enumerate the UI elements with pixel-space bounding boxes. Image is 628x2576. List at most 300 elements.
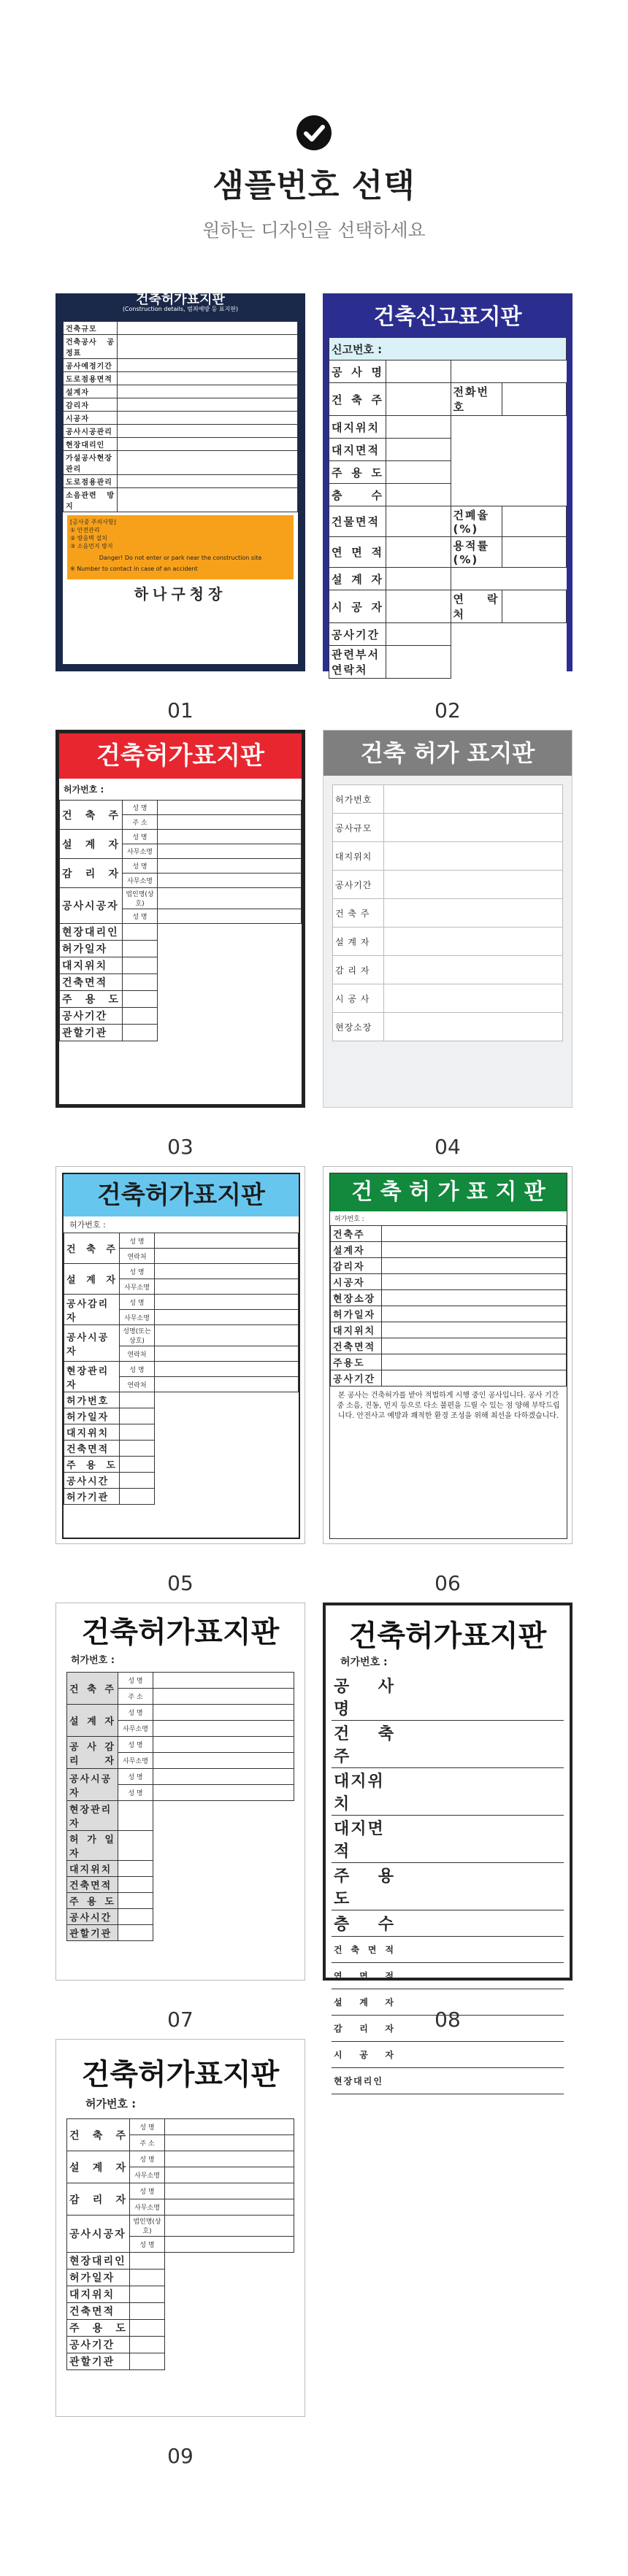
field-label: 시 공 자 <box>332 2042 397 2068</box>
field-label: 건축규모 <box>64 322 118 335</box>
field-value <box>165 2183 294 2199</box>
field-value <box>130 2253 165 2270</box>
field-value <box>386 416 451 439</box>
field-value <box>118 1909 153 1925</box>
field-value <box>158 844 302 859</box>
field-value <box>382 1354 567 1370</box>
table-row <box>60 801 302 815</box>
sign-first-row: 신고번호 : <box>329 338 567 360</box>
field-label: 공사기간 <box>67 2337 130 2353</box>
field-value <box>153 1753 294 1769</box>
sample-card-01[interactable] <box>55 292 305 722</box>
field-label: 대지위치 <box>67 1861 118 1877</box>
table-row <box>64 1233 299 1249</box>
field-value <box>165 2119 294 2135</box>
field-sublabel: 연락처 <box>120 1249 155 1264</box>
field-value <box>386 590 451 623</box>
field-value <box>397 1721 564 1768</box>
table-row <box>331 1322 567 1338</box>
field-sublabel: 주 소 <box>123 815 158 830</box>
field-value <box>384 928 563 956</box>
field-sublabel: 연락처 <box>120 1346 155 1362</box>
sample-sign-03[interactable] <box>55 730 305 1108</box>
table-row <box>64 488 298 512</box>
sample-sign-06[interactable] <box>323 1166 573 1544</box>
sign-table <box>64 1233 299 1505</box>
field-sublabel: 성 명 <box>118 1705 153 1721</box>
field-value <box>158 909 302 924</box>
sign-title: 건축허가표지판 <box>64 1174 299 1216</box>
field-value <box>123 957 158 974</box>
field-label: 층 수 <box>332 1910 397 1937</box>
field-sublabel: 성 명 <box>118 1785 153 1801</box>
sample-card-02[interactable] <box>323 293 573 722</box>
field-label: 대지면적 <box>332 1816 397 1863</box>
page-subtitle: 원하는 디자인을 선택하세요 <box>202 220 426 241</box>
field-sublabel: 성 명 <box>120 1295 155 1310</box>
caution-title: [공사중 주의사항] <box>70 519 116 525</box>
table-row <box>67 2119 294 2135</box>
table-row <box>67 1673 294 1689</box>
field-sublabel: 사무소명 <box>120 1279 155 1295</box>
sign-title: 건축허가표지판 <box>136 292 225 307</box>
field-label: 공사기간 <box>60 1008 123 1025</box>
field-value <box>155 1362 299 1377</box>
field-value <box>155 1346 299 1362</box>
table-row <box>333 984 563 1013</box>
field-label: 공사시공관리 <box>64 425 118 438</box>
table-row <box>64 322 298 335</box>
table-row <box>331 1338 567 1354</box>
field-label: 시공자 <box>64 412 118 425</box>
field-label: 주 용 도 <box>67 1893 118 1909</box>
field-value <box>382 1258 567 1274</box>
field-label: 대지위치 <box>333 842 384 871</box>
table-row <box>64 425 298 438</box>
sample-card-07[interactable] <box>55 1603 305 2032</box>
field-sublabel: 성 명 <box>123 909 158 924</box>
sign-table <box>63 321 298 512</box>
caution-line: ② 방음벽 설치 <box>70 535 107 541</box>
table-row <box>67 1925 294 1941</box>
table-row <box>329 506 567 537</box>
field-value <box>120 1473 155 1489</box>
table-row <box>329 439 567 461</box>
table-row <box>333 899 563 928</box>
permit-number: 허가번호 : <box>69 1220 106 1230</box>
sample-number: 09 <box>167 2444 194 2468</box>
field-label: 건 축 면 적 <box>332 1937 397 1963</box>
permit-number: 허가번호 : <box>334 1216 364 1223</box>
field-label: 허가일자 <box>60 941 123 957</box>
table-row <box>64 1424 299 1441</box>
table-row <box>64 1489 299 1505</box>
field-value <box>130 2303 165 2320</box>
field-label: 건축면적 <box>331 1338 382 1354</box>
sample-sign-05[interactable] <box>55 1166 305 1544</box>
field-label: 설 계 자 <box>60 830 123 859</box>
table-row <box>332 2042 564 2068</box>
sign-title: 건축 허가 표지판 <box>323 730 572 776</box>
field-value <box>386 360 451 383</box>
table-row <box>67 2303 294 2320</box>
field-value <box>384 842 563 871</box>
field-value <box>158 859 302 874</box>
table-row <box>332 1910 564 1937</box>
table-row <box>332 1673 564 1721</box>
field-value <box>386 623 451 646</box>
field-sublabel: 성 명 <box>120 1362 155 1377</box>
field-value <box>118 335 298 359</box>
field-label: 대지위치 <box>67 2286 130 2303</box>
table-row <box>60 924 302 941</box>
caution-box <box>67 515 294 579</box>
table-row <box>67 1705 294 1721</box>
field-value <box>165 2237 294 2253</box>
field-label: 허가번호 <box>333 785 384 814</box>
table-row <box>64 1264 299 1279</box>
field-value <box>130 2270 165 2286</box>
field-value <box>502 590 567 623</box>
table-row <box>60 1008 302 1025</box>
field-label: 공사감리자 <box>64 1295 120 1325</box>
field-label: 연 면 적 <box>329 537 386 568</box>
field-sublabel: 성 명 <box>130 2237 165 2253</box>
sign-table <box>66 2118 294 2370</box>
table-row <box>67 2337 294 2353</box>
table-row <box>332 1721 564 1768</box>
field-label: 공사시간 <box>67 1909 118 1925</box>
table-row <box>331 1354 567 1370</box>
field-value <box>155 1249 299 1264</box>
field-value <box>384 899 563 928</box>
table-row <box>60 974 302 991</box>
field-value <box>384 984 563 1013</box>
field-sublabel: 성 명 <box>130 2119 165 2135</box>
field-value <box>158 830 302 844</box>
field-sublabel: 법인명(상호) <box>130 2216 165 2237</box>
field-value <box>382 1290 567 1306</box>
field-value <box>155 1279 299 1295</box>
field-label: 공 사 명 <box>332 1673 397 1721</box>
field-label: 공사규모 <box>333 814 384 842</box>
field-sublabel: 성 명 <box>118 1769 153 1785</box>
sign-table <box>332 784 563 1041</box>
sample-sign-02[interactable] <box>323 293 573 699</box>
field-label: 현장관리자 <box>67 1801 118 1831</box>
table-row <box>329 461 567 484</box>
field-label: 주 용 도 <box>67 2320 130 2337</box>
field-value <box>118 322 298 335</box>
table-row <box>64 412 298 425</box>
field-label: 현장관리자 <box>64 1362 120 1392</box>
table-row <box>67 1893 294 1909</box>
field-value <box>155 1325 299 1346</box>
table-row <box>67 2270 294 2286</box>
field-label: 설계자 <box>64 385 118 398</box>
table-row <box>67 2253 294 2270</box>
sign-title: 건축허가표지판 <box>59 733 302 779</box>
table-row <box>329 623 567 646</box>
table-row <box>329 646 567 679</box>
field-label: 허가일자 <box>64 1408 120 1424</box>
field-label: 감 리 자 <box>332 2016 397 2042</box>
table-row <box>60 941 302 957</box>
field-value <box>155 1264 299 1279</box>
table-row <box>332 1863 564 1910</box>
field-label: 관할기관 <box>67 1925 118 1941</box>
field-label: 허가일자 <box>67 2270 130 2286</box>
field-value <box>382 1226 567 1242</box>
table-row <box>332 1768 564 1816</box>
field-label: 현장대리인 <box>332 2068 397 2094</box>
table-row <box>64 1392 299 1408</box>
table-row <box>67 1909 294 1925</box>
sample-card-08[interactable] <box>323 1603 573 2086</box>
field-label: 현장소장 <box>333 1013 384 1041</box>
field-value <box>155 1377 299 1392</box>
sample-sign-04[interactable] <box>323 730 573 1108</box>
field-value <box>118 385 298 398</box>
table-row <box>64 372 298 385</box>
sign-title: 건축허가표지판 <box>81 1616 280 1649</box>
field-value <box>155 1310 299 1325</box>
field-sublabel: 사무소명 <box>118 1753 153 1769</box>
sample-number: 07 <box>167 2008 194 2032</box>
field-value <box>118 425 298 438</box>
field-label: 허가번호 <box>64 1392 120 1408</box>
field-value <box>384 1013 563 1041</box>
field-label: 건축주 <box>331 1226 382 1242</box>
field-sublabel: 성 명 <box>118 1673 153 1689</box>
table-row <box>67 1861 294 1877</box>
table-row <box>60 991 302 1008</box>
field-sublabel: 사무소명 <box>130 2167 165 2183</box>
field-label: 공사기간 <box>333 871 384 899</box>
field-label: 대지위치 <box>329 416 386 439</box>
table-row <box>329 360 567 383</box>
field-label: 설 계 자 <box>333 928 384 956</box>
table-row <box>67 1737 294 1753</box>
sample-number: 01 <box>167 698 194 722</box>
table-row <box>64 359 298 372</box>
field-label: 공사시공자 <box>64 1325 120 1362</box>
field-label: 건축면적 <box>60 974 123 991</box>
field-label: 건물면적 <box>329 506 386 537</box>
field-label: 감 리 자 <box>60 859 123 888</box>
field-sublabel: 성 명 <box>120 1233 155 1249</box>
field-label: 설 계 자 <box>67 1705 118 1737</box>
permit-number: 허가번호 : <box>64 784 104 795</box>
sign-date: 20년월일 <box>383 685 513 699</box>
field-value <box>158 874 302 888</box>
field-value <box>386 484 451 506</box>
field-label: 공사시공자 <box>67 2216 130 2253</box>
field-label: 건축면적 <box>67 1877 118 1893</box>
table-row <box>333 785 563 814</box>
field-value <box>130 2286 165 2303</box>
field-value <box>382 1306 567 1322</box>
field-value <box>118 1925 153 1941</box>
sample-number: 05 <box>167 1571 194 1595</box>
field-value <box>397 1863 564 1910</box>
field-value <box>397 1673 564 1721</box>
field-label: 공사기간 <box>329 623 386 646</box>
field-label: 건폐율(%) <box>451 506 502 537</box>
table-row <box>333 956 563 984</box>
table-row <box>67 2183 294 2199</box>
field-value <box>118 438 298 451</box>
field-label: 대지위치 <box>60 957 123 974</box>
sign-table <box>329 337 567 679</box>
field-label: 관련부서 연락처 <box>329 646 386 679</box>
field-value <box>118 1831 153 1861</box>
sample-card-04[interactable] <box>323 730 573 1159</box>
field-label: 공사시공자 <box>60 888 123 924</box>
field-label: 건 축 주 <box>64 1233 120 1264</box>
table-row <box>329 568 567 590</box>
field-value <box>153 1689 294 1705</box>
field-label: 공 사 명 <box>329 360 386 383</box>
field-value <box>165 2216 294 2237</box>
field-sublabel: 주 소 <box>118 1689 153 1705</box>
table-row <box>329 383 567 416</box>
field-sublabel: 사무소명 <box>118 1721 153 1737</box>
table-row <box>67 1769 294 1785</box>
table-row <box>64 385 298 398</box>
field-label: 현장소장 <box>331 1290 382 1306</box>
field-value <box>123 1008 158 1025</box>
field-value <box>123 1025 158 1041</box>
field-value <box>502 506 567 537</box>
sample-sign-07[interactable] <box>55 1603 305 1981</box>
field-label: 전화번호 <box>451 383 502 416</box>
field-label: 주 용 도 <box>64 1457 120 1473</box>
field-sublabel: 사무소명 <box>123 874 158 888</box>
field-label: 대지위치 <box>332 1768 397 1816</box>
field-label: 관할기관 <box>60 1025 123 1041</box>
field-sublabel: 성 명 <box>130 2183 165 2199</box>
sign-title: 건축허가표지판 <box>348 1619 547 1653</box>
field-label: 허가기관 <box>64 1489 120 1505</box>
field-label: 연 락 처 <box>451 590 502 623</box>
field-sublabel: 연락처 <box>120 1377 155 1392</box>
field-label: 주 용 도 <box>60 991 123 1008</box>
field-label: 시 공 자 <box>329 590 386 623</box>
field-label: 설 계 자 <box>329 568 386 590</box>
table-row <box>333 928 563 956</box>
sign-notice: 본 공사는 건축허가를 받아 적법하게 시행 중인 공사입니다. 공사 기간 중 소음, 진동, 먼지 등으로 다소 불편을 드릴 수 있는 점 양해 부탁드립니다. 안전사고 예방과 쾌적한 환경 조성을 위해 최선을 다하겠습니다. <box>337 1392 560 1420</box>
field-value <box>118 451 298 475</box>
table-row <box>331 1290 567 1306</box>
permit-number: 허가번호 : <box>340 1657 388 1668</box>
caution-line: ※ Number to contact in case of an accident <box>70 566 198 572</box>
table-row <box>329 537 567 568</box>
table-row <box>329 484 567 506</box>
field-value <box>384 814 563 842</box>
sample-card-03[interactable] <box>55 730 305 1159</box>
field-label: 공사예정기간 <box>64 359 118 372</box>
field-value <box>384 785 563 814</box>
field-sublabel: 성 명 <box>120 1264 155 1279</box>
field-value <box>118 372 298 385</box>
field-value <box>130 2320 165 2337</box>
field-sublabel: 사무소명 <box>120 1310 155 1325</box>
field-value <box>118 488 298 512</box>
field-sublabel: 법인명(상호) <box>123 888 158 909</box>
field-label: 소음관련 방지 <box>64 488 118 512</box>
field-value <box>118 1877 153 1893</box>
table-row <box>64 438 298 451</box>
field-value <box>502 383 567 416</box>
field-label: 공사시공자 <box>67 1769 118 1801</box>
table-row <box>64 1408 299 1424</box>
table-row <box>60 888 302 909</box>
field-value <box>123 924 158 941</box>
field-value <box>397 1963 564 1989</box>
field-label: 건축면적 <box>64 1441 120 1457</box>
sample-number: 02 <box>434 698 461 722</box>
field-value <box>153 1737 294 1753</box>
caution-line: Danger! Do not enter or park near the construction site <box>99 555 262 561</box>
field-value <box>165 2135 294 2151</box>
caution-line: ① 안전관리 <box>70 527 100 533</box>
table-row <box>67 2353 294 2370</box>
field-label: 연 면 적 <box>332 1963 397 1989</box>
field-label: 현장대리인 <box>60 924 123 941</box>
table-row <box>329 590 567 623</box>
sample-sign-09[interactable] <box>55 2039 305 2417</box>
field-value <box>158 801 302 815</box>
table-row <box>332 2068 564 2094</box>
field-value <box>130 2353 165 2370</box>
permit-number: 허가번호 : <box>71 1655 115 1666</box>
field-value <box>118 359 298 372</box>
field-label: 감 리 자 <box>333 956 384 984</box>
field-value <box>386 568 451 590</box>
field-sublabel: 성 명 <box>123 859 158 874</box>
table-row <box>333 1013 563 1041</box>
field-label: 건 축 주 <box>333 899 384 928</box>
table-row <box>60 859 302 874</box>
sample-card-09[interactable] <box>55 2039 305 2468</box>
field-value <box>382 1274 567 1290</box>
table-row <box>67 1877 294 1893</box>
field-value <box>153 1785 294 1801</box>
field-value <box>120 1441 155 1457</box>
sample-card-06[interactable] <box>323 1166 573 1595</box>
field-label: 도로점용면적 <box>64 372 118 385</box>
field-value <box>153 1673 294 1689</box>
field-sublabel: 사무소명 <box>123 844 158 859</box>
sign-subtitle: (Construction details, 범죄예방 등 표지판) <box>122 306 239 312</box>
field-value <box>118 1893 153 1909</box>
field-value <box>153 1705 294 1721</box>
sample-sign-01[interactable] <box>55 293 305 671</box>
field-label: 설 계 자 <box>64 1264 120 1295</box>
table-row <box>331 1274 567 1290</box>
field-value <box>382 1370 567 1387</box>
sample-number: 08 <box>434 2008 461 2032</box>
table-row <box>333 814 563 842</box>
sign-office: 하나구청장 <box>134 585 227 603</box>
field-value <box>382 1322 567 1338</box>
table-row <box>64 1457 299 1473</box>
field-label: 용적률(%) <box>451 537 502 568</box>
field-label: 건축공사 공정표 <box>64 335 118 359</box>
sample-card-05[interactable] <box>55 1166 305 1595</box>
field-value <box>120 1457 155 1473</box>
